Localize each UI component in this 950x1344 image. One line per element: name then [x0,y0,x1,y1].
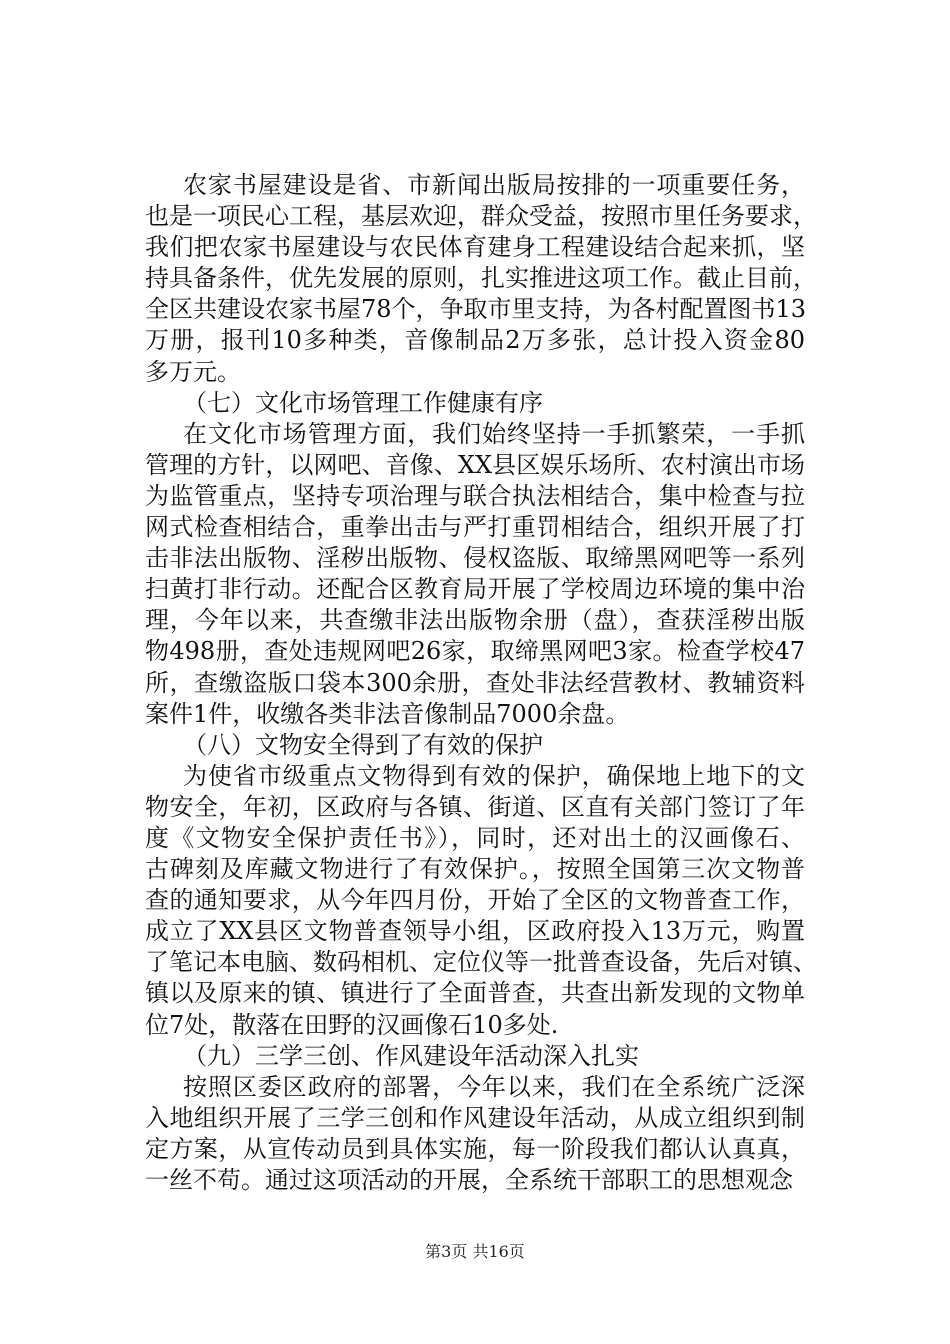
paragraph-line: 镇以及原来的镇、镇进行了全面普查，共查出新发现的文物单 [145,979,805,1008]
paragraph-line: 扫黄打非行动。还配合区教育局开展了学校周边环境的集中治 [145,575,805,604]
paragraph-line: 入地组织开展了三学三创和作风建设年活动，从成立组织到制 [145,1103,805,1132]
paragraph-line: 查的通知要求，从今年四月份，开始了全区的文物普查工作， [145,886,805,915]
paragraph-line: 古碑刻及库藏文物进行了有效保护。，按照全国第三次文物普 [145,855,805,884]
paragraph-line: 理，今年以来，共查缴非法出版物余册（盘），查获淫秽出版 [145,606,805,635]
paragraph-line: 多万元。 [145,357,241,386]
paragraph-line: 持具备条件，优先发展的原则，扎实推进这项工作。截止目前， [145,264,817,293]
paragraph-line: 击非法出版物、淫秽出版物、侵权盗版、取缔黑网吧等一系列 [145,544,805,573]
section-heading: （七）文化市场管理工作健康有序 [183,388,543,417]
section-heading: （八）文物安全得到了有效的保护 [183,730,543,759]
paragraph-line: 按照区委区政府的部署，今年以来，我们在全系统广泛深 [183,1072,805,1101]
paragraph-line: 位7处，散落在田野的汉画像石10多处. [145,1010,559,1039]
paragraph-line: 度《文物安全保护责任书》），同时，还对出土的汉画像石、 [145,823,805,852]
paragraph-line: 成立了XX县区文物普查领导小组，区政府投入13万元，购置 [145,917,805,946]
paragraph-line: 万册，报刊10多种类，音像制品2万多张，总计投入资金80 [145,326,805,355]
document-body [145,170,817,1196]
paragraph-line: 农家书屋建设是省、市新闻出版局按排的一项重要任务， [183,171,805,199]
paragraph-line: 物498册，查处违规网吧26家，取缔黑网吧3家。检查学校47 [145,637,805,666]
paragraph-line: 我们把农家书屋建设与农民体育建身工程建设结合起来抓，坚 [145,233,805,262]
paragraph-line: 所，查缴盗版口袋本300余册，查处非法经营教材、教辅资料 [145,668,805,697]
paragraph-line: 也是一项民心工程，基层欢迎，群众受益，按照市里任务要求， [145,202,817,231]
paragraph-line: 案件1件，收缴各类非法音像制品7000余盘。 [145,699,630,728]
section-heading: （九）三学三创、作风建设年活动深入扎实 [183,1041,639,1070]
paragraph-line: 全区共建设农家书屋78个，争取市里支持，为各村配置图书13 [145,295,807,324]
paragraph-line: 物安全，年初，区政府与各镇、街道、区直有关部门签订了年 [145,792,805,821]
paragraph-line: 了笔记本电脑、数码相机、定位仪等一批普查设备，先后对镇、 [145,948,817,977]
page-footer: 第3页 共16页 [425,1242,525,1261]
paragraph-line: 一丝不苟。通过这项活动的开展，全系统干部职工的思想观念 [145,1166,793,1194]
paragraph-line: 为监管重点，坚持专项治理与联合执法相结合，集中检查与拉 [145,481,805,510]
paragraph-line: 网式检查相结合，重拳出击与严打重罚相结合，组织开展了打 [145,513,805,542]
paragraph-line: 在文化市场管理方面，我们始终坚持一手抓繁荣，一手抓 [183,419,805,448]
paragraph-line: 定方案，从宣传动员到具体实施，每一阶段我们都认认真真， [145,1134,805,1163]
paragraph-line: 为使省市级重点文物得到有效的保护，确保地上地下的文 [183,761,805,790]
paragraph-line: 管理的方针，以网吧、音像、XX县区娱乐场所、农村演出市场 [145,450,805,479]
